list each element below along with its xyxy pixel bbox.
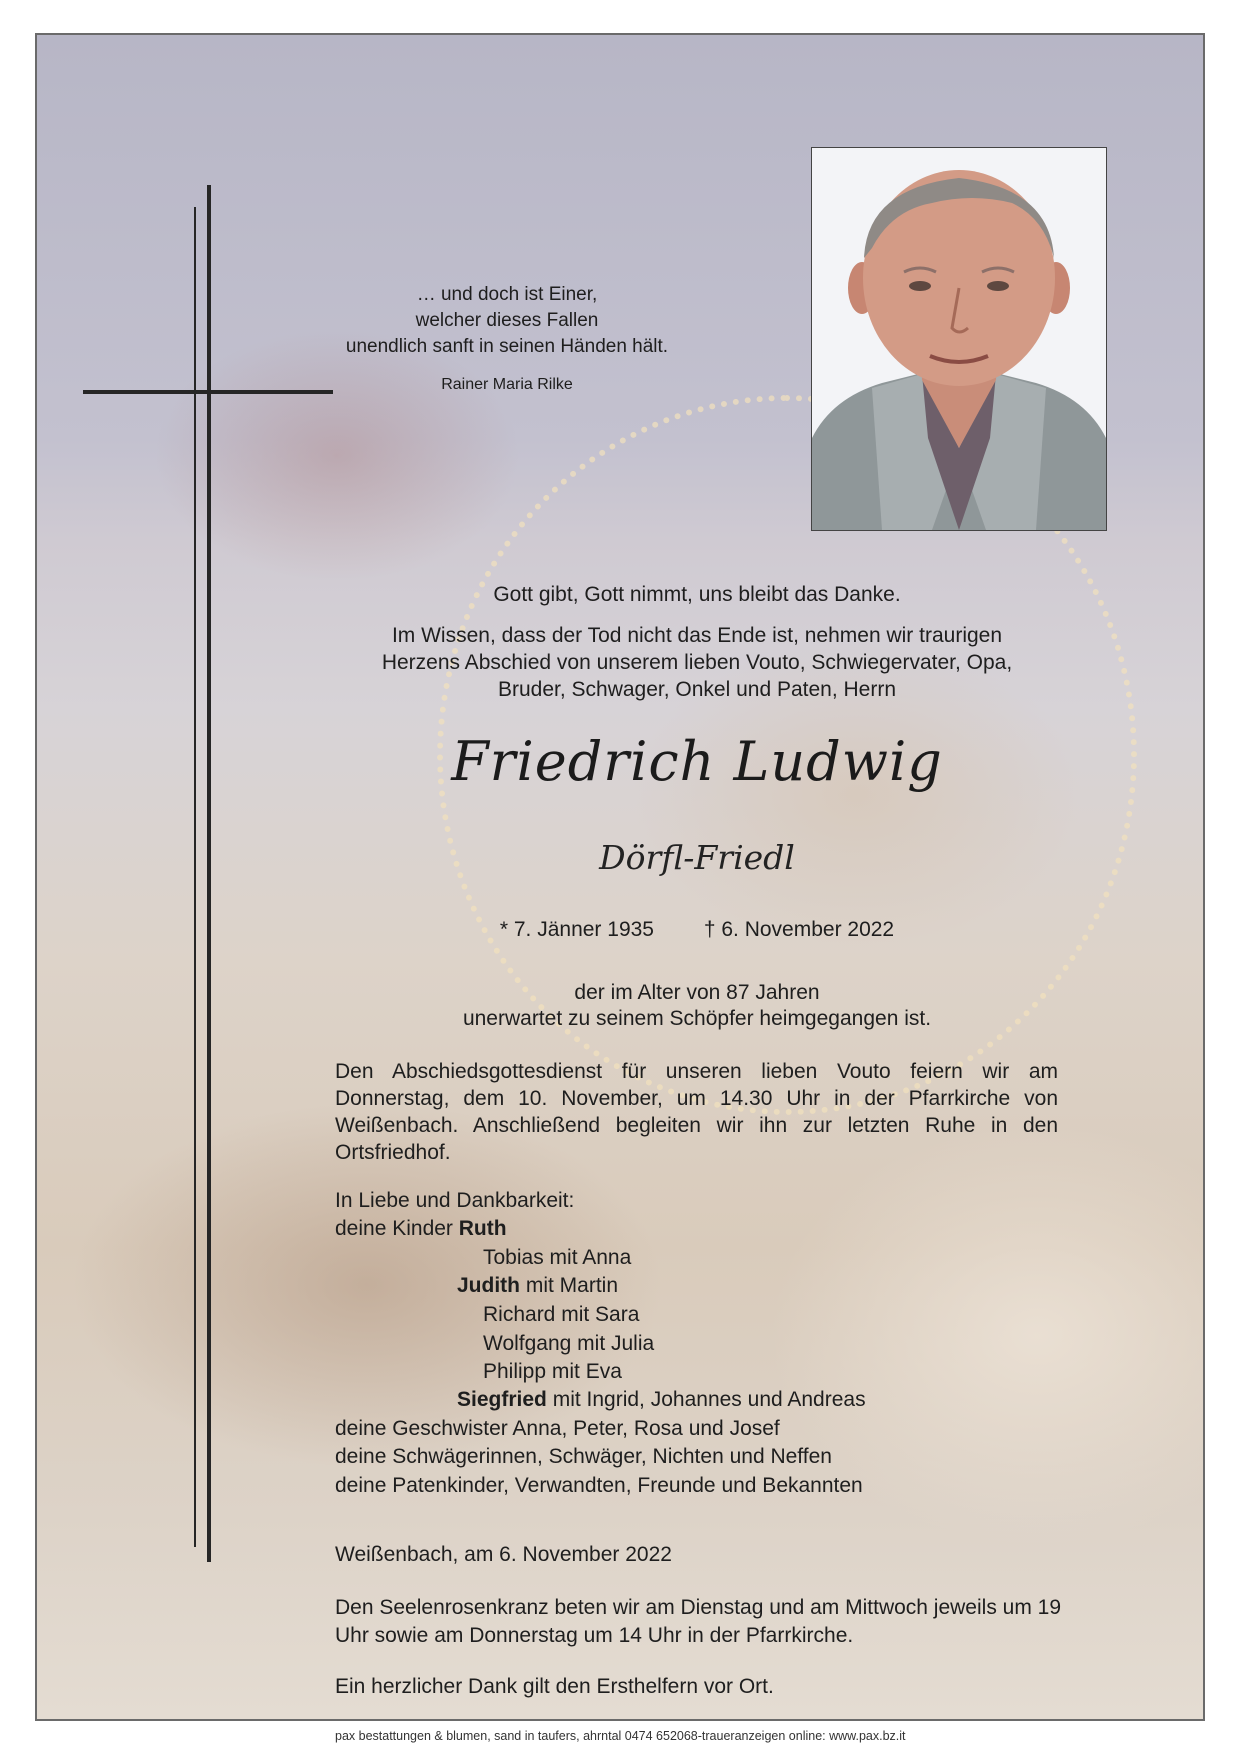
birth-date: * 7. Jänner 1935 (499, 918, 654, 941)
family-line (335, 1216, 507, 1242)
age-line: der im Alter von 87 Jahren (574, 981, 820, 1004)
footer-imprint: pax bestattungen & blumen, sand in taufers, ahrntal 0474 652068-traueranzeigen online: www.pax.bz.it (335, 1729, 906, 1743)
family-line (457, 1387, 866, 1413)
family-label: mit Martin (525, 1274, 619, 1297)
family-line: Wolfgang mit Julia (483, 1332, 655, 1355)
family-line: deine Schwägerinnen, Schwäger, Nichten und Neffen (335, 1445, 832, 1468)
quote-line: unendlich sanft in seinen Händen hält. (345, 336, 669, 357)
intro-line: Im Wissen, dass der Tod nicht das Ende ist, nehmen wir traurigen (391, 624, 1003, 647)
rosary-text: Den Seelenrosenkranz beten wir am Dienstag und am Mittwoch jeweils um 19 Uhr sowie am Donnerstag um 14 Uhr in der Pfarrkirche. (335, 1596, 1062, 1647)
portrait-illustration (812, 148, 1106, 530)
intro-text (337, 581, 1057, 703)
age-text (337, 980, 1057, 1032)
family-line: Tobias mit Anna (483, 1246, 632, 1269)
intro-line: Herzens Abschied von unserem lieben Vouto, Schwiegervater, Opa, (381, 651, 1013, 674)
portrait-photo (811, 147, 1107, 531)
obituary-card (35, 33, 1205, 1743)
age-line: unerwartet zu seinem Schöpfer heimgegangen ist. (462, 1007, 932, 1030)
rilke-quote (317, 282, 697, 360)
family-label: deine Kinder (335, 1217, 453, 1240)
family-name-bold: Siegfried (457, 1388, 547, 1411)
deceased-name: Friedrich Ludwig (451, 730, 943, 793)
intro-line: Bruder, Schwager, Onkel und Paten, Herrn (497, 678, 897, 701)
thanks-text: Ein herzlicher Dank gilt den Ersthelfern vor Ort. (335, 1675, 774, 1698)
deceased-nickname: Dörfl-Friedl (599, 838, 795, 877)
family-line: Richard mit Sara (483, 1303, 640, 1326)
intro-line: Gott gibt, Gott nimmt, uns bleibt das Danke. (493, 583, 901, 606)
family-line: deine Geschwister Anna, Peter, Rosa und Josef (335, 1417, 780, 1440)
life-dates (337, 918, 1057, 942)
death-date: † 6. November 2022 (703, 918, 895, 941)
family-name-bold: Judith (457, 1274, 520, 1297)
quote-line: … und doch ist Einer, (416, 284, 598, 305)
place-date: Weißenbach, am 6. November 2022 (335, 1543, 672, 1566)
family-name-bold: Ruth (458, 1217, 507, 1240)
family-line: deine Patenkinder, Verwandten, Freunde und Bekannten (335, 1474, 863, 1497)
funeral-service-text: Den Abschiedsgottesdienst für unseren lieben Vouto feiern wir am Donnerstag, dem 10. November, um 14.30 Uhr in der Pfarrkirche von Weißenbach. Anschließend begleiten wir ihn zur letzten Ruhe in den Ortsfriedhof. (335, 1060, 1058, 1164)
cross-icon-horizontal (83, 390, 333, 394)
family-line (457, 1273, 618, 1299)
family-heading: In Liebe und Dankbarkeit: (335, 1189, 575, 1212)
quote-author: Rainer Maria Rilke (441, 376, 573, 393)
family-line: Philipp mit Eva (483, 1360, 622, 1383)
quote-line: welcher dieses Fallen (415, 310, 599, 331)
family-label: mit Ingrid, Johannes und Andreas (552, 1388, 866, 1411)
cross-icon-vertical-thin (194, 207, 196, 1547)
